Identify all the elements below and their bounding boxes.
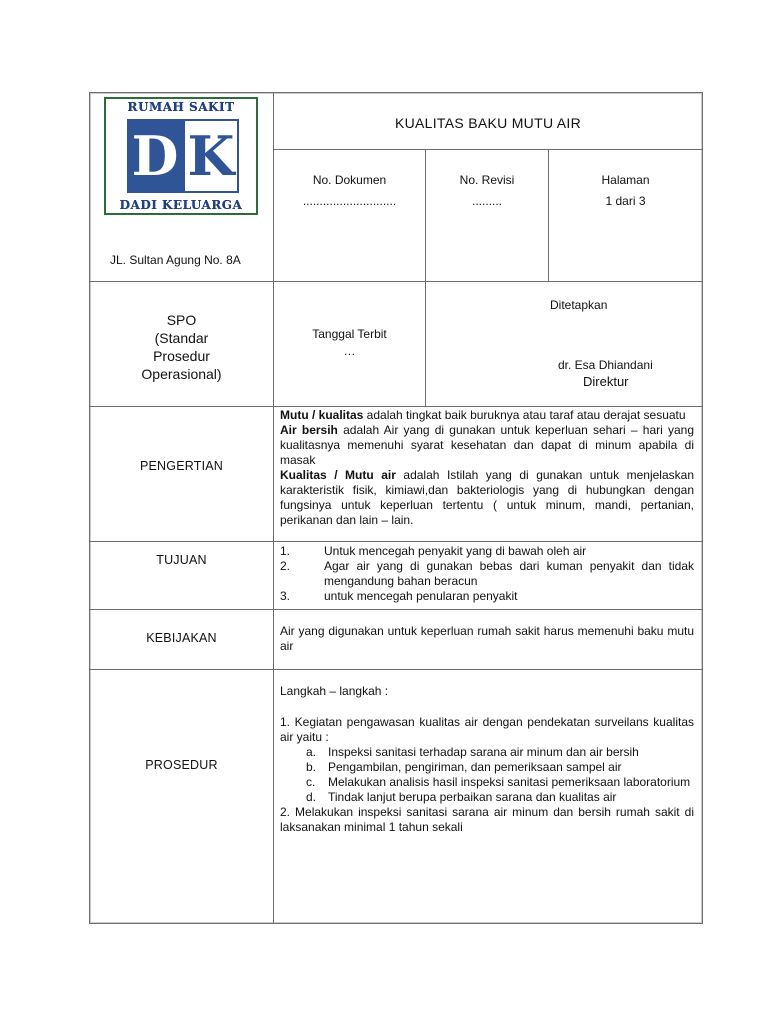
list-item xyxy=(280,544,694,559)
spo-line: Operasional) xyxy=(141,366,222,382)
row-divider xyxy=(90,669,702,670)
list-number: 2. xyxy=(280,559,291,573)
director-name: dr. Esa Dhiandani xyxy=(558,358,653,372)
tanggal-terbit-label: Tanggal Terbit xyxy=(312,327,387,341)
list-text: Tindak lanjut berupa perbaikan sarana dan kualitas air xyxy=(328,790,617,804)
tujuan-label: TUJUAN xyxy=(156,553,207,567)
logo-letter-k: K xyxy=(183,119,239,193)
term-definition: adalah Istilah yang di gunakan untuk menjelaskan karakteristik fisik, kimiawi,dan bakteriologis yang di hubungkan dengan fungsinya untuk keperluan tertentu ( untuk minum, mandi, pertanian, perikanan dan lain – lain. xyxy=(280,468,694,527)
column-divider xyxy=(548,149,549,281)
tujuan-list xyxy=(280,544,694,604)
list-text: Untuk mencegah penyakit yang di bawah oleh air xyxy=(324,544,587,558)
prosedur-step: 1. Kegiatan pengawasan kualitas air dengan pendekatan surveilans kualitas air yaitu : xyxy=(280,715,694,744)
logo-letter-d: D xyxy=(127,119,183,193)
no-dokumen-value: ............................ xyxy=(302,194,397,208)
spo-line: Prosedur xyxy=(153,348,210,364)
list-text: Inspeksi sanitasi terhadap sarana air minum dan air bersih xyxy=(328,745,639,759)
term-definition: adalah tingkat baik buruknya atau taraf atau derajat sesuatu xyxy=(363,408,686,422)
column-divider xyxy=(273,93,274,923)
pengertian-paragraph xyxy=(280,423,694,468)
list-item xyxy=(306,790,694,805)
document-table xyxy=(89,92,703,924)
list-item xyxy=(306,745,694,760)
column-divider xyxy=(425,149,426,281)
tanggal-terbit-value: … xyxy=(343,344,356,358)
list-letter: c. xyxy=(306,775,316,789)
kebijakan-label: KEBIJAKAN xyxy=(146,631,217,645)
no-dokumen-label: No. Dokumen xyxy=(312,173,387,187)
halaman-value: 1 dari 3 xyxy=(605,194,646,208)
list-item xyxy=(280,559,694,589)
row-divider xyxy=(90,609,702,610)
no-revisi-value: ......... xyxy=(471,194,502,208)
row-divider xyxy=(90,541,702,542)
list-item xyxy=(306,760,694,775)
list-item xyxy=(306,775,694,790)
pengertian-content xyxy=(280,408,694,528)
list-letter: b. xyxy=(306,760,317,774)
term-bold: Kualitas / Mutu air xyxy=(280,468,396,482)
term-bold: Air bersih xyxy=(280,423,338,437)
list-item xyxy=(280,589,694,604)
row-divider xyxy=(90,406,702,407)
prosedur-step: 2. Melakukan inspeksi sanitasi sarana air minum dan bersih rumah sakit di laksanakan minimal 1 tahun sekali xyxy=(280,805,694,834)
prosedur-content xyxy=(280,684,694,835)
document-title: KUALITAS BAKU MUTU AIR xyxy=(394,115,582,131)
pengertian-label: PENGERTIAN xyxy=(139,459,224,473)
hospital-logo xyxy=(104,97,258,215)
list-text: Agar air yang di gunakan bebas dari kuman penyakit dan tidak mengandung bahan beracun xyxy=(324,559,694,588)
no-revisi-label: No. Revisi xyxy=(459,173,515,187)
logo-bottom-text: DADI KELUARGA xyxy=(119,198,243,212)
list-letter: d. xyxy=(306,790,317,804)
list-text: Pengambilan, pengiriman, dan pemeriksaan sampel air xyxy=(328,760,622,774)
prosedur-label: PROSEDUR xyxy=(145,758,218,772)
term-definition: adalah Air yang di gunakan untuk keperluan sehari – hari yang kualitasnya memenuhi syarat kesehatan dan dapat di minum apabila di masak xyxy=(280,423,694,467)
list-letter: a. xyxy=(306,745,317,759)
list-number: 3. xyxy=(280,589,291,603)
list-text: untuk mencegah penularan penyakit xyxy=(324,589,518,603)
pengertian-paragraph xyxy=(280,468,694,528)
spo-line: SPO xyxy=(166,312,197,328)
row-divider xyxy=(273,149,702,150)
row-divider xyxy=(90,281,702,282)
halaman-label: Halaman xyxy=(601,173,650,187)
ditetapkan-label: Ditetapkan xyxy=(550,298,608,312)
spo-line: (Standar xyxy=(154,330,209,346)
logo-top-text: RUMAH SAKIT xyxy=(127,100,235,114)
term-bold: Mutu / kualitas xyxy=(280,408,364,422)
prosedur-sublist xyxy=(280,745,694,805)
prosedur-intro: Langkah – langkah : xyxy=(280,684,389,698)
list-number: 1. xyxy=(280,544,291,558)
list-text: Melakukan analisis hasil inspeksi sanitasi pemeriksaan laboratorium xyxy=(328,775,691,789)
pengertian-paragraph xyxy=(280,408,694,423)
spo-label xyxy=(90,311,273,383)
kebijakan-text: Air yang digunakan untuk keperluan rumah sakit harus memenuhi baku mutu air xyxy=(280,624,694,653)
column-divider xyxy=(425,281,426,406)
hospital-address: JL. Sultan Agung No. 8A xyxy=(110,253,241,267)
director-title: Direktur xyxy=(583,374,629,389)
